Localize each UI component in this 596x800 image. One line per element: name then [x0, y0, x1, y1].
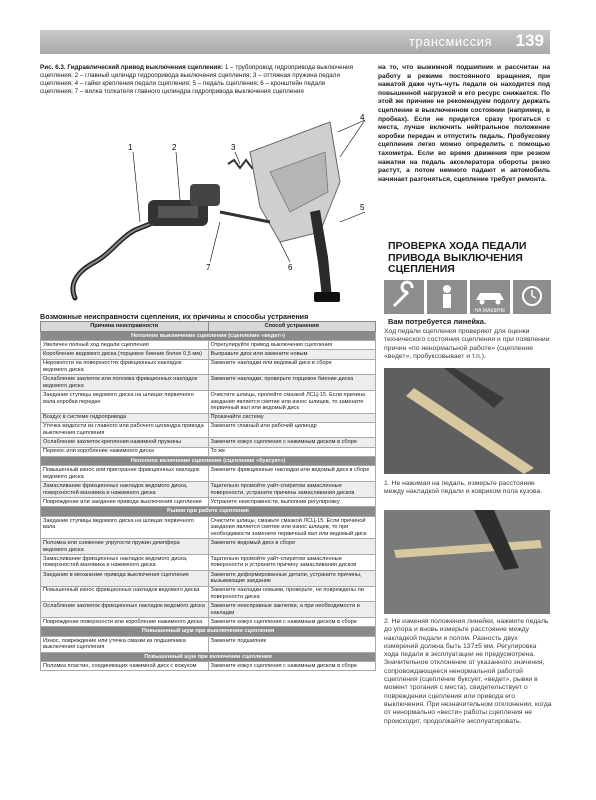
- photo-measure-released-pedal: [384, 368, 550, 474]
- remedy-cell: Замените накладки или ведомый диск в сборе: [208, 359, 376, 375]
- cause-cell: Поломка или снижение упругости пружин демпфера ведомого диска: [41, 539, 209, 555]
- remedy-cell: Замените накладки, проверьте торцевое биение диска: [208, 375, 376, 391]
- cause-cell: Увеличен полный ход педали сцепления: [41, 341, 209, 350]
- cause-cell: Поломка пластин, соединяющих нажимной диск с кожухом: [41, 662, 209, 671]
- figure-caption: [40, 64, 358, 96]
- column-header-cause: Причина неисправности: [41, 322, 209, 332]
- cause-cell: Повреждение поверхности или коробление нажимного диска: [41, 618, 209, 627]
- car-icon: [470, 280, 510, 314]
- requirement-icons: [384, 280, 550, 314]
- column-header-remedy: Способ устранения: [208, 322, 376, 332]
- table-row: [41, 438, 376, 447]
- remedy-cell: Замените неисправные заклепки, а при необходимости и накладки: [208, 602, 376, 618]
- cause-cell: Утечка жидкости из главного или рабочего цилиндра привода выключения сцепления: [41, 422, 209, 438]
- required-tool: Вам потребуется линейка.: [388, 317, 487, 326]
- cause-cell: Воздух в системе гидропривода: [41, 413, 209, 422]
- table-row: [41, 447, 376, 456]
- table-section-header: Повышенный шум при выключении сцепления: [41, 627, 376, 637]
- figure-caption-title: Рис. 6.3. Гидравлический привод выключения сцепления:: [40, 64, 224, 71]
- remedy-cell: Замените подшипник: [208, 636, 376, 652]
- remedy-cell: Отрегулируйте привод выключения сцепления: [208, 341, 376, 350]
- cause-cell: Повреждение или заедание привода выключения сцепления: [41, 498, 209, 507]
- person-icon: [427, 280, 467, 314]
- section-intro: Ход педали сцепления проверяют для оценки технического состояния сцепления и при появлении причин «по ненормальной работе» (сцепление «ведет», пробуксовывает и т.п.).: [384, 328, 550, 361]
- remedy-cell: Замените ведомый диск в сборе: [208, 539, 376, 555]
- table-row: [41, 359, 376, 375]
- header-section-title: трансмиссия: [408, 34, 492, 49]
- callout-label: 3: [231, 143, 236, 152]
- callout-label: 1: [128, 143, 133, 152]
- remedy-cell: Замените накладки новыми, проверьте, не повреждены ли поверхности диска: [208, 586, 376, 602]
- callout-label: 2: [172, 143, 177, 152]
- remedy-cell: Устраните неисправности, выполнив регулировку: [208, 498, 376, 507]
- remedy-cell: Замените кожух сцепления с нажимным диском в сборе: [208, 662, 376, 671]
- remedy-cell: Замените кожух сцепления с нажимным диском в сборе: [208, 618, 376, 627]
- table-row: [41, 570, 376, 586]
- fault-table: [40, 321, 376, 671]
- car-icon-label: НА МАШИНЕ: [474, 308, 506, 314]
- step-2-text: 2. Не изменяя положения линейки, нажмите педаль до упора и вновь измерьте расстояние между накладкой педали и полом. Разность двух измерений должна быть 137±5 мм. Регулировка хода педали в эксплуатации не предусмотрена. Значительное отклонение от указанного значения, сопровождающееся ненормальной работой сцепления (сцепление буксует, «ведет», рывки в момент трогания с места), свидетельствует о повреждении сцепления или привода его выключения. При незначительном отклонении, когда от ненормально «вести» работы сцепления не происходит, продолжайте эксплуатировать.: [384, 618, 552, 725]
- remedy-cell: То же: [208, 447, 376, 456]
- table-row: [41, 539, 376, 555]
- cause-cell: Ослабление заклепок крепления нажимной пружины: [41, 438, 209, 447]
- clock-icon: [513, 280, 551, 314]
- table-row: [41, 498, 376, 507]
- remedy-cell: Замените деформированные детали, устраните причины, вызывающие заедание: [208, 570, 376, 586]
- table-row: [41, 602, 376, 618]
- remedy-cell: Тщательно промойте уайт-спиритом замасленные поверхности и устраните причину замасливания дисков: [208, 554, 376, 570]
- remedy-cell: Прокачайте систему: [208, 413, 376, 422]
- cause-cell: Коробление ведомого диска (торцевое биение более 0,5 мм): [41, 350, 209, 359]
- table-row: [41, 350, 376, 359]
- callout-label: 6: [288, 263, 293, 272]
- body-text-continued: на то, что выжимной подшипник и рассчитан на работу в режиме постоянного вращения, при нажатой даже чуть-чуть педали он находится под повышенной нагрузкой и его ресурс снижается. По этой же причине не рекомендуем подолгу держать сцепление в выключенном состоянии (например, в пробках). Если не придется сразу трогаться с места, лучше включить нейтральное положение коробки передач и отпустить педаль. Пробуксовку сцепления легко можно определить с помощью тахометра. Если во время движения при резком нажатии на педаль акселератора обороты резко растут, а потом немного падают и автомобиль начинает разгоняться, сцепление требует ремонта.: [378, 64, 550, 183]
- page-header: [40, 30, 550, 54]
- table-section-header: Повышенный шум при включении сцепления: [41, 652, 376, 662]
- cause-cell: Заедание в механизме привода выключения сцепления: [41, 570, 209, 586]
- photo-measure-pressed-pedal: [384, 510, 550, 614]
- table-row: [41, 391, 376, 413]
- wrench-icon: [384, 280, 424, 314]
- fault-table-body: [41, 331, 376, 671]
- cause-cell: Ослабление заклепок или поломка фрикционных накладок ведомого диска: [41, 375, 209, 391]
- table-section-header: Неполное выключение сцепления (сцепление «ведет»): [41, 331, 376, 341]
- page-number: 139: [515, 31, 544, 50]
- table-row: [41, 422, 376, 438]
- cause-cell: Заедание ступицы ведомого диска на шлицах первичного вала коробки передач: [41, 391, 209, 413]
- remedy-cell: Тщательно промойте уайт-спиритом замасленные поверхности, устраните причины замасливания дисков: [208, 482, 376, 498]
- table-section-header: Рывки при работе сцепления: [41, 507, 376, 517]
- table-row: [41, 466, 376, 482]
- table-row: [41, 586, 376, 602]
- remedy-cell: Очистите шлицы, пролейте смазкой ЛСЦ-15. Если причина заедания является смятие или износ шлицев, то замените первичный вал или ведомый диск: [208, 391, 376, 413]
- clutch-drive-illustration: [40, 112, 370, 308]
- table-section-header: Неполное включение сцепления (сцепление «буксует»): [41, 456, 376, 466]
- table-title: Возможные неисправности сцепления, их причины и способы устранения: [40, 312, 309, 321]
- section-title: ПРОВЕРКА ХОДА ПЕДАЛИ ПРИВОДА ВЫКЛЮЧЕНИЯ СЦЕПЛЕНИЯ: [388, 240, 527, 275]
- table-row: [41, 413, 376, 422]
- figure-caption-text: 1 – трубопровод гидропривода выключения сцепления; 2 – главный цилиндр гидропривода выключения сцепления; 3 – оттяжная пружина педали сцепления; 4 – гайки крепления педали сцепления; 5 – педаль сцепления; 6 – кронштейн педали сцепления; 7 – вилка толкателя главного цилиндра гидропривода выключения сцепления: [40, 64, 354, 95]
- table-row: [41, 554, 376, 570]
- callout-label: 5: [360, 203, 365, 212]
- table-row: [41, 341, 376, 350]
- table-row: [41, 375, 376, 391]
- step-1-text: 1. Не нажимая на педаль, измерьте расстояние между накладкой педали и ковриком пола кузова.: [384, 480, 543, 496]
- cause-cell: Заедание ступицы ведомого диска на шлицах первичного вала: [41, 516, 209, 538]
- remedy-cell: Выправьте диск или замените новым: [208, 350, 376, 359]
- callout-label: 7: [206, 263, 211, 272]
- table-row: [41, 482, 376, 498]
- remedy-cell: Замените главный или рабочий цилиндр: [208, 422, 376, 438]
- remedy-cell: Очистите шлицы, смажьте смазкой ЛСЦ-15. Если причиной заедания является смятие или износ шлицев, то при необходимости замените первичный вал или ведомый диск: [208, 516, 376, 538]
- table-row: [41, 636, 376, 652]
- cause-cell: Ослабление заклепок фрикционных накладок ведомого диска: [41, 602, 209, 618]
- remedy-cell: Замените фрикционные накладки или ведомый диск в сборе: [208, 466, 376, 482]
- cause-cell: Износ, повреждение или утечка смазки из подшипника выключения сцепления: [41, 636, 209, 652]
- table-row: [41, 618, 376, 627]
- cause-cell: Замасливание фрикционных накладок ведомого диска, поверхностей маховика и нажимного диска: [41, 482, 209, 498]
- table-row: [41, 516, 376, 538]
- cause-cell: Повышенный износ или пригорание фрикционных накладок ведомого диска: [41, 466, 209, 482]
- cause-cell: Перекос или коробление нажимного диска: [41, 447, 209, 456]
- table-row: [41, 662, 376, 671]
- cause-cell: Замасливание фрикционных накладок ведомого диска, поверхностей маховика и нажимного диска: [41, 554, 209, 570]
- cause-cell: Неровности на поверхностях фрикционных накладок ведомого диска: [41, 359, 209, 375]
- callout-label: 4: [360, 113, 365, 122]
- cause-cell: Повышенный износ фрикционных накладок ведомого диска: [41, 586, 209, 602]
- remedy-cell: Замените кожух сцепления с нажимным диском в сборе: [208, 438, 376, 447]
